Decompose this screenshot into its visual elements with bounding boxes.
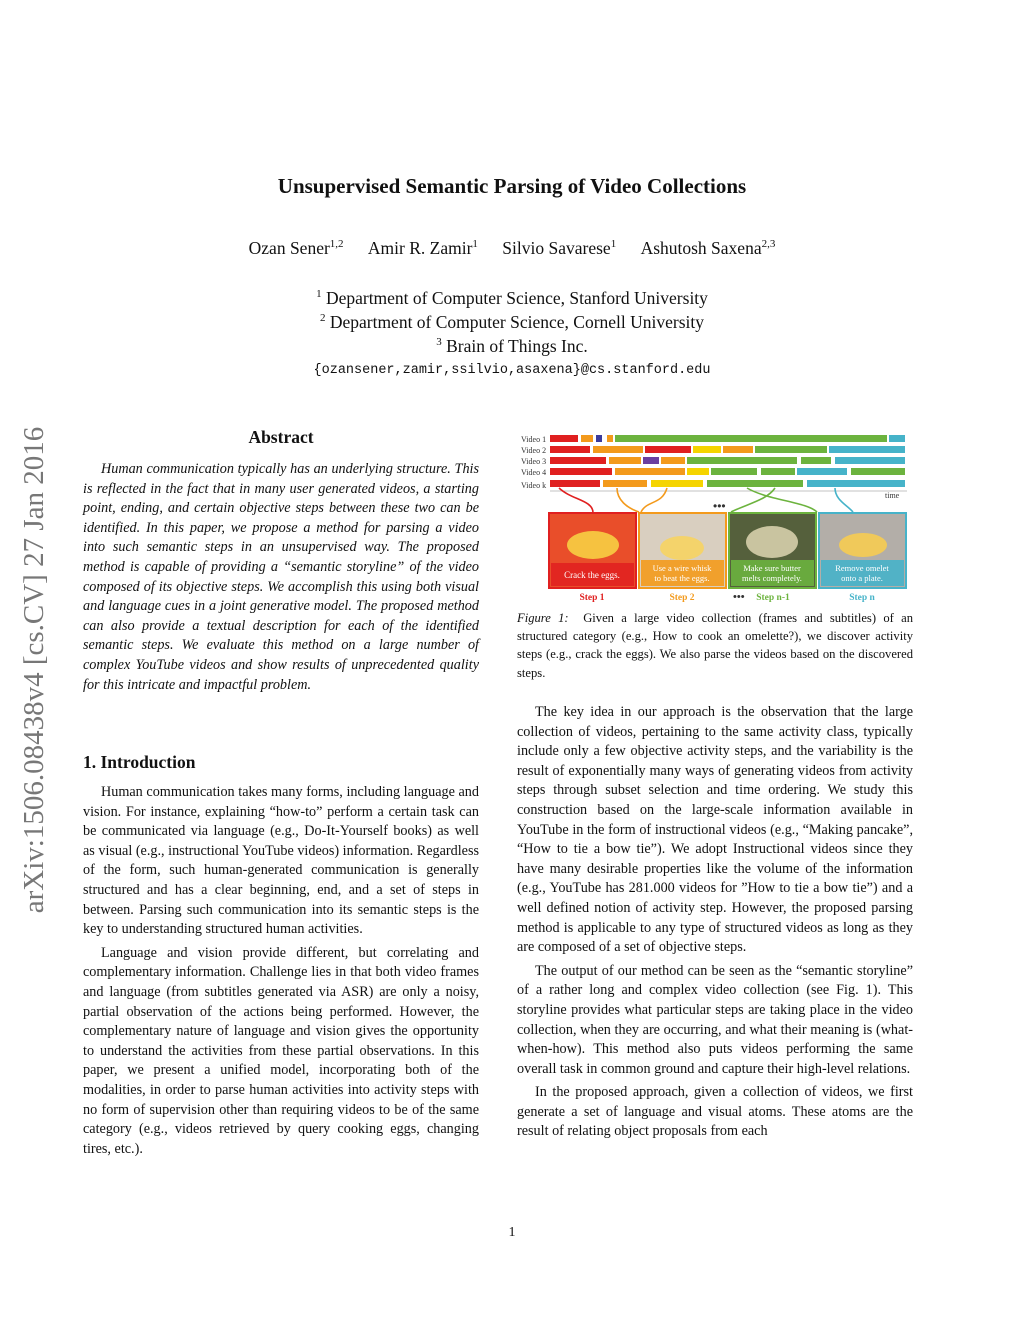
author: Amir R. Zamir$^1$ (367, 238, 478, 258)
affiliation: $^1$ Department of Computer Science, Stanford University (316, 288, 708, 308)
row-label: Video k (521, 481, 547, 490)
arrows (559, 488, 853, 512)
panel-caption: Make sure butter melts completely. (742, 563, 802, 583)
step-panel (549, 513, 636, 603)
arxiv-identifier: arXiv:1506.08438v4 [cs.CV] 27 Jan 2016 (18, 426, 50, 914)
panel-caption: Use a wire whisk to beat the eggs. (652, 563, 712, 583)
paragraph: The output of our method can be seen as the “semantic storyline” of a rather long and complex video collection (see Fig. 1). This storyline provides what particular steps are taking place in the video collection, when they are occurring, and what their meaning is (what-when-how). This method also puts videos performing the same overall task in common ground and capture their high-level relations. (517, 962, 913, 1077)
affiliation: $^2$ Department of Computer Science, Cornell University (319, 312, 705, 332)
row-label: Video 3 (521, 457, 547, 466)
abstract-text: Human communication typically has an underlying structure. This is reflected in the fact that in many user generated videos, a starting point, ending, and certain objective steps between these two can be identified. In this paper, we propose a method for parsing a video into such semantic steps in an unsupervised way. The proposed method is capable of providing a “semantic storyline” of the video composed of its objective steps. We accomplish this using both visual and language cues in a joint generative model. The proposed method can also provide a textual description for each of the identified semantic steps. We evaluate this method on a large number of complex YouTube videos and show results of unprecedented quality for this intricate and impactful problem. (83, 461, 479, 693)
abstract-heading: Abstract (248, 427, 314, 447)
step-panel (729, 513, 816, 603)
step-label: Step 1 (579, 593, 605, 603)
step-label: Step n (849, 593, 875, 603)
intro-body (83, 783, 479, 1163)
affiliation: $^3$ Brain of Things Inc. (436, 336, 588, 356)
ellipsis: ••• (733, 591, 745, 603)
author-email: {ozansener,zamir,ssilvio,asaxena}@cs.stanford.edu (313, 363, 711, 378)
row-label: Video 1 (521, 435, 547, 444)
step-label: Step 2 (669, 593, 695, 603)
row-label: Video 2 (521, 446, 547, 455)
figure-1 (517, 430, 913, 605)
panel-caption: Remove omelet onto a plate. (835, 563, 889, 583)
step-panel (639, 513, 726, 603)
paragraph: In the proposed approach, given a collection of videos, we first generate a set of language and visual atoms. These atoms are the result of relating object proposals from each (517, 1084, 913, 1140)
time-axis-label: time (885, 491, 900, 500)
author: Silvio Savarese$^1$ (502, 238, 617, 258)
author-list (0, 238, 1024, 259)
right-column-body (517, 703, 913, 1146)
figure-caption: Figure 1: Given a large video collection (frames and subtitles) of an structured category (e.g., How to cook an omelette?), we discover activity steps (e.g., crack the eggs). We also parse the videos based on the discovered steps. (517, 611, 913, 680)
row-label: Video 4 (521, 468, 547, 477)
paragraph: Language and vision provide different, but correlating and complementary information. Challenge lies in that both video frames and language (from subtitles generated via ASR) are only a noisy, partial observation of the actions being performed. However, the complementary nature of language and vision gives the opportunity to understand the activities from these partial observations. In this paper, we present a unified model, incorporating both of the modalities, in order to parse human activities into activity steps with no form of supervision other than requiring videos to be of the same category (e.g., videos retrieved by query cooking eggs, changing tires, etc.). (83, 944, 479, 1157)
panel-caption: Crack the eggs. (564, 570, 620, 580)
timeline-bars (550, 435, 905, 487)
paragraph: The key idea in our approach is the observation that the large collection of videos, pertaining to the same activity class, typically include only a few objective activity steps, and the variability is the result of exponentially many ways of generating videos from activity steps through subset selection and time ordering. We study this construction based on the large-scale information available in YouTube in the form of instructional videos (e.g., “Making pancake”, “How to tie a bow tie”). We adopt Instructional videos since they have many desirable properties like the volume of the information (e.g., YouTube has 281.000 videos for ”How to tie a bow tie”) and a well defined notion of activity step. However, the proposed parsing method is applicable to any type of structured videos as long as they are composed of a set of objective steps. (517, 704, 913, 956)
ellipsis: ••• (713, 499, 726, 513)
step-label: Step n-1 (756, 593, 790, 603)
section-heading: 1. Introduction (83, 752, 196, 772)
page-number: 1 (508, 1225, 516, 1240)
author: Ashutosh Saxena$^{2,3}$ (640, 238, 776, 258)
step-panel (819, 513, 906, 603)
author: Ozan Sener$^{1,2}$ (248, 238, 344, 258)
paragraph: Human communication takes many forms, including language and vision. For instance, explaining “how-to” perform a certain task can be communicated via language (e.g., Do-It-Yourself books) as well as visual (e.g., instructional YouTube videos) information. Regardless of the form, such human-generated communication is generally structured and has a clear beginning, end, and a set of steps in between. Parsing such communication into its semantic steps is the key to understanding structured human activities. (83, 784, 479, 938)
paper-title: Unsupervised Semantic Parsing of Video Collections (277, 174, 747, 198)
